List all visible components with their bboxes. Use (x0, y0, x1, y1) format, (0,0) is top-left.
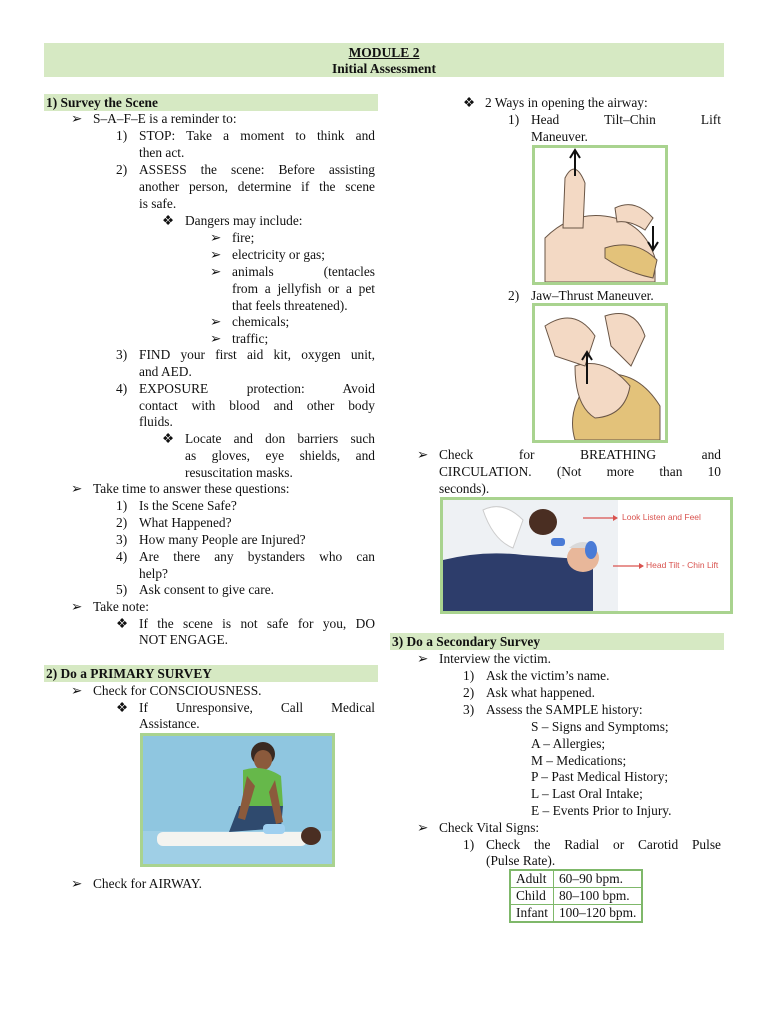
safe-intro: S–A–F–E is a reminder to: (93, 111, 237, 126)
consciousness-illustration (143, 736, 332, 864)
age-group-cell: Adult (510, 870, 553, 888)
question-item: How many People are Injured? (139, 532, 306, 547)
find-text-cont: and AED. (139, 364, 192, 379)
head-tilt-chin-lift-label-cont: Maneuver. (531, 129, 588, 144)
bullet-arrow-icon (417, 819, 428, 836)
jaw-thrust-label: Jaw–Thrust Maneuver. (531, 288, 654, 303)
sample-item: P – Past Medical History; (531, 769, 669, 784)
head-tilt-illustration (535, 148, 665, 282)
list-number: 3) (116, 347, 128, 362)
table-row (510, 905, 642, 923)
list-number: 2) (116, 162, 128, 177)
table-row (510, 870, 642, 888)
take-note-text: Take note: (93, 599, 149, 614)
bullet-arrow-icon (417, 446, 428, 463)
barriers-text-cont: as gloves, eye shields, and (185, 448, 375, 463)
breathing-text-cont: CIRCULATION. (Not more than 10 (439, 464, 721, 479)
dangers-heading: Dangers may include: (185, 213, 303, 228)
danger-item: fire; (232, 230, 255, 245)
jaw-thrust-illustration (535, 306, 665, 440)
bullet-arrow-icon (210, 330, 221, 347)
airway-ways-heading: 2 Ways in opening the airway: (485, 95, 648, 110)
danger-item: traffic; (232, 331, 269, 346)
bullet-arrow-icon (210, 263, 221, 280)
list-number: 2) (463, 685, 475, 700)
consciousness-check-image (140, 733, 335, 867)
assess-text: ASSESS the scene: Before assisting (139, 162, 375, 177)
module-title: MODULE 2 (348, 45, 420, 60)
bullet-arrow-icon (210, 313, 221, 330)
list-number: 2) (116, 515, 128, 530)
danger-item-cont: that feels threatened). (232, 298, 348, 313)
bullet-arrow-icon (71, 598, 82, 615)
look-listen-feel-image (440, 497, 733, 614)
bullet-arrow-icon (210, 246, 221, 263)
table-row (510, 888, 642, 905)
check-airway: Check for AIRWAY. (93, 876, 202, 891)
barriers-text: Locate and don barriers such (185, 431, 375, 446)
list-number: 5) (116, 582, 128, 597)
stop-text-cont: then act. (139, 145, 185, 160)
list-number: 4) (116, 549, 128, 564)
interview-item: Assess the SAMPLE history: (486, 702, 643, 717)
danger-item-cont: from a jellyfish or a pet (232, 281, 375, 296)
age-group-cell: Child (510, 888, 553, 905)
vital-signs-text: Check Vital Signs: (439, 820, 540, 835)
head-tilt-chin-lift-photo-label: Head Tilt - Chin Lift (646, 560, 719, 570)
danger-item: animals (tentacles (232, 264, 375, 279)
question-item: Is the Scene Safe? (139, 498, 237, 513)
exposure-text-end: fluids. (139, 414, 173, 429)
bullet-diamond-icon (463, 94, 475, 111)
interview-item: Ask the victim’s name. (486, 668, 610, 683)
head-tilt-image (532, 145, 668, 285)
find-text: FIND your first aid kit, oxygen unit, (139, 347, 375, 362)
list-number: 4) (116, 381, 128, 396)
list-number: 3) (116, 532, 128, 547)
take-time-text: Take time to answer these questions: (93, 481, 290, 496)
interview-text: Interview the victim. (439, 651, 551, 666)
bullet-diamond-icon (162, 430, 174, 447)
sample-item: L – Last Oral Intake; (531, 786, 643, 801)
unresponsive-text: If Unresponsive, Call Medical (139, 700, 375, 715)
breathing-text-end: seconds). (439, 481, 490, 496)
list-number: 2) (508, 288, 520, 303)
module-header (44, 43, 724, 77)
stop-text: STOP: Take a moment to think and (139, 128, 375, 143)
head-tilt-chin-lift-label: Head Tilt–Chin Lift (531, 112, 721, 127)
exposure-text: EXPOSURE protection: Avoid (139, 381, 375, 396)
question-item: Are there any bystanders who can (139, 549, 375, 564)
question-item-cont: help? (139, 566, 168, 581)
bullet-arrow-icon (210, 229, 221, 246)
sample-item: A – Allergies; (531, 736, 606, 751)
sample-item: S – Signs and Symptoms; (531, 719, 669, 734)
section-survey-scene-title: 1) Survey the Scene (44, 94, 378, 111)
bullet-arrow-icon (71, 110, 82, 127)
pulse-text: Check the Radial or Carotid Pulse (486, 837, 721, 852)
list-number: 1) (463, 837, 475, 852)
sample-item: M – Medications; (531, 753, 627, 768)
bullet-arrow-icon (71, 682, 82, 699)
pulse-rate-table (509, 869, 643, 923)
unresponsive-text-cont: Assistance. (139, 716, 200, 731)
sample-item: E – Events Prior to Injury. (531, 803, 672, 818)
jaw-thrust-image (532, 303, 668, 443)
assess-text-end: is safe. (139, 196, 177, 211)
exposure-text-cont: contact with blood and other body (139, 398, 375, 413)
interview-item: Ask what happened. (486, 685, 595, 700)
bullet-arrow-icon (71, 480, 82, 497)
barriers-text-end: resuscitation masks. (185, 465, 293, 480)
question-item: What Happened? (139, 515, 232, 530)
breathing-text: Check for BREATHING and (439, 447, 721, 462)
age-group-cell: Infant (510, 905, 553, 923)
warning-text: If the scene is not safe for you, DO (139, 616, 375, 631)
list-number: 1) (463, 668, 475, 683)
pulse-text-cont: (Pulse Rate). (486, 853, 556, 868)
bullet-diamond-icon (162, 212, 174, 229)
question-item: Ask consent to give care. (139, 582, 274, 597)
bullet-arrow-icon (71, 875, 82, 892)
bullet-diamond-icon (116, 615, 128, 632)
check-consciousness: Check for CONSCIOUSNESS. (93, 683, 262, 698)
danger-item: electricity or gas; (232, 247, 325, 262)
list-number: 1) (508, 112, 520, 127)
section-secondary-survey-title: 3) Do a Secondary Survey (390, 633, 724, 650)
pulse-rate-cell: 80–100 bpm. (553, 888, 642, 905)
danger-item: chemicals; (232, 314, 290, 329)
list-number: 1) (116, 498, 128, 513)
section-primary-survey-title: 2) Do a PRIMARY SURVEY (44, 665, 378, 682)
list-number: 3) (463, 702, 475, 717)
pulse-rate-cell: 100–120 bpm. (553, 905, 642, 923)
list-number: 1) (116, 128, 128, 143)
bullet-diamond-icon (116, 699, 128, 716)
assess-text-cont: another person, determine if the scene (139, 179, 375, 194)
pulse-rate-cell: 60–90 bpm. (553, 870, 642, 888)
bullet-arrow-icon (417, 650, 428, 667)
warning-text-cont: NOT ENGAGE. (139, 632, 229, 647)
module-subtitle: Initial Assessment (332, 61, 436, 76)
look-listen-feel-label: Look Listen and Feel (622, 512, 701, 522)
